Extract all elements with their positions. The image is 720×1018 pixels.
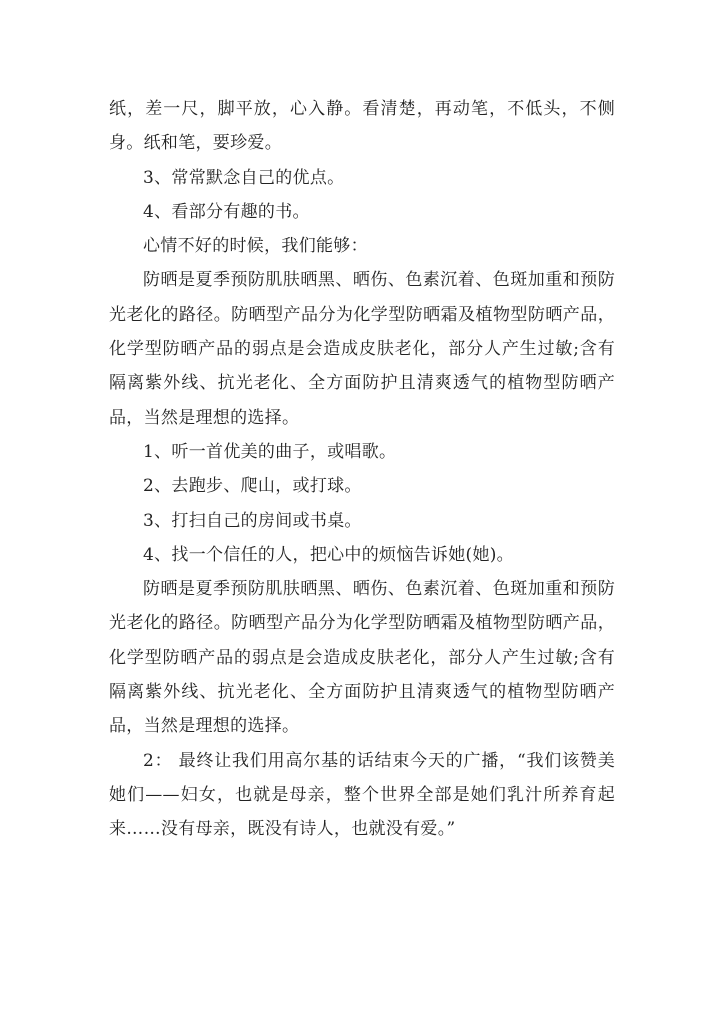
paragraph-list-item-3: 3、常常默念自己的优点。 [143,167,345,188]
paragraph-intro: 心情不好的时候，我们能够： [143,236,368,257]
paragraph-list-item-2: 2、去跑步、爬山，或打球。 [143,476,362,497]
paragraph-list-item-4b: 4、找一个信任的人，把心中的烦恼告诉她(她)。 [143,544,514,565]
paragraph-list-item-1: 1、听一首优美的曲子，或唱歌。 [143,441,397,462]
paragraph-continuation: 纸，差一尺，脚平放，心入静。看清楚，再动笔，不低头，不侧身。纸和笔，要珍爱。 [109,99,615,154]
paragraph-closing-quote: 2： 最终让我们用高尔基的话结束今天的广播，“我们该赞美她们——妇女，也就是母亲，整个世界全部是她们乳汁所养育起来……没有母亲，既没有诗人，也就没有爱。” [109,750,615,840]
paragraph-sunscreen: 防晒是夏季预防肌肤晒黑、晒伤、色素沉着、色斑加重和预防光老化的路径。防晒型产品分为化学型防晒霜及植物型防晒产品，化学型防晒产品的弱点是会造成皮肤老化，部分人产生过敏;含有隔离紫外线、抗光老化、全方面防护且清爽透气的植物型防晒产品，当然是理想的选择。 [109,270,615,428]
paragraph-list-item-4: 4、看部分有趣的书。 [143,201,310,222]
document-body [109,92,615,847]
paragraph-list-item-3b: 3、打扫自己的房间或书桌。 [143,510,362,531]
paragraph-sunscreen-repeat: 防晒是夏季预防肌肤晒黑、晒伤、色素沉着、色斑加重和预防光老化的路径。防晒型产品分为化学型防晒霜及植物型防晒产品，化学型防晒产品的弱点是会造成皮肤老化，部分人产生过敏;含有隔离紫外线、抗光老化、全方面防护且清爽透气的植物型防晒产品，当然是理想的选择。 [109,579,615,737]
